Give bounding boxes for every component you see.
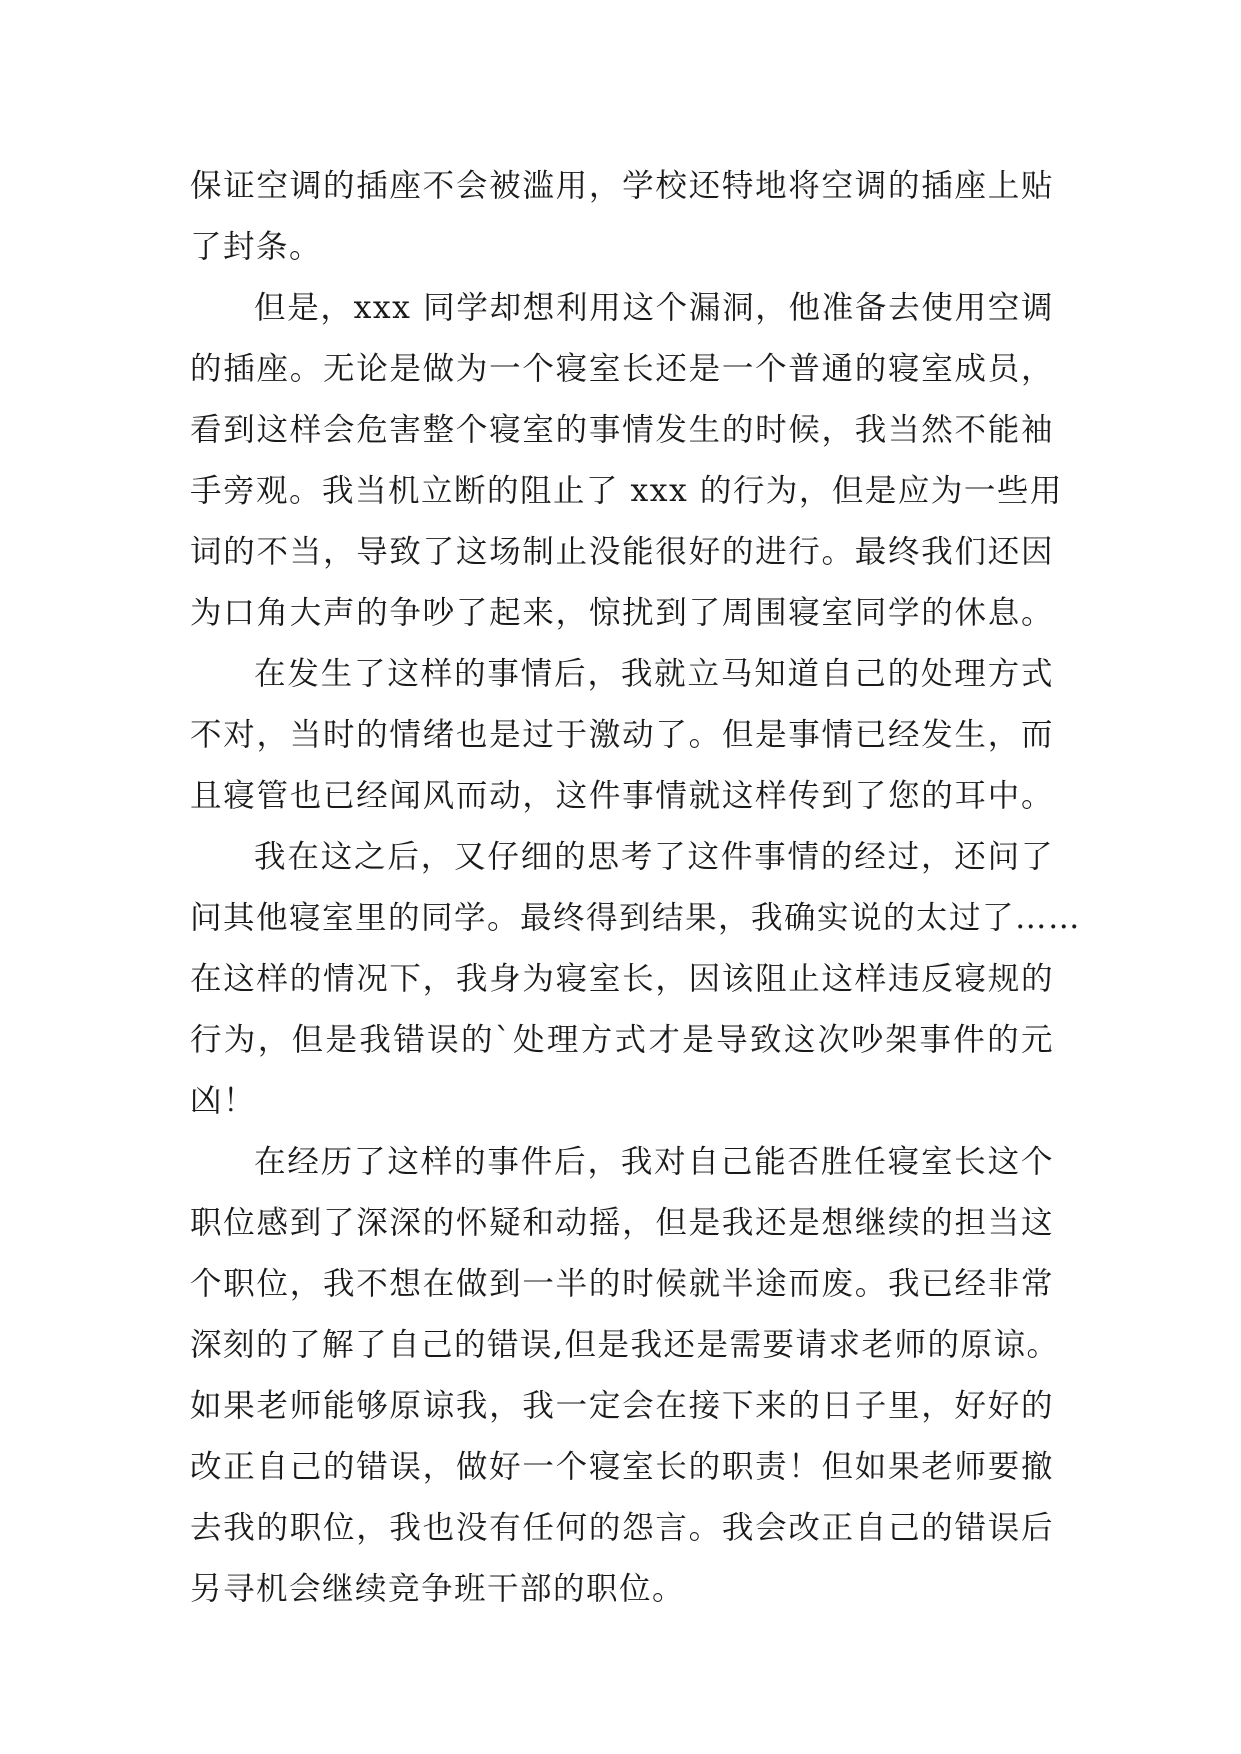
text-line: 如果老师能够原谅我，我一定会在接下来的日子里，好好的 bbox=[190, 1388, 1054, 1424]
text-line: 个职位，我不想在做到一半的时候就半途而废。我已经非常 bbox=[190, 1266, 1054, 1302]
text-line: 保证空调的插座不会被滥用，学校还特地将空调的插座上贴 bbox=[190, 168, 1054, 204]
paragraph-first-line: 我在这之后，又仔细的思考了这件事情的经过，还问了 bbox=[254, 839, 1054, 875]
text-line: 职位感到了深深的怀疑和动摇，但是我还是想继续的担当这 bbox=[190, 1205, 1054, 1241]
text-line: 行为，但是我错误的`处理方式才是导致这次吵架事件的元 bbox=[190, 1022, 1054, 1058]
text-line: 看到这样会危害整个寝室的事情发生的时候，我当然不能袖 bbox=[190, 412, 1054, 448]
paragraph-first-line: 但是，xxx 同学却想利用这个漏洞，他准备去使用空调 bbox=[254, 290, 1054, 326]
text-line: 凶！ bbox=[190, 1083, 257, 1119]
text-line: 的插座。无论是做为一个寝室长还是一个普通的寝室成员， bbox=[190, 351, 1054, 387]
text-line: 了封条。 bbox=[190, 229, 323, 265]
text-line: 改正自己的错误，做好一个寝室长的职责！但如果老师要撤 bbox=[190, 1449, 1054, 1485]
body-text bbox=[190, 156, 1082, 1620]
text-line: 在这样的情况下，我身为寝室长，因该阻止这样违反寝规的 bbox=[190, 961, 1054, 997]
text-line: 且寝管也已经闻风而动，这件事情就这样传到了您的耳中。 bbox=[190, 778, 1054, 814]
paragraph-first-line: 在发生了这样的事情后，我就立马知道自己的处理方式 bbox=[254, 656, 1054, 692]
text-line: 深刻的了解了自己的错误,但是我还是需要请求老师的原谅。 bbox=[190, 1327, 1060, 1363]
text-line: 手旁观。我当机立断的阻止了 xxx 的行为，但是应为一些用 bbox=[190, 473, 1063, 509]
text-line: 去我的职位，我也没有任何的怨言。我会改正自己的错误后 bbox=[190, 1510, 1054, 1546]
text-line: 另寻机会继续竞争班干部的职位。 bbox=[190, 1571, 686, 1607]
paragraph-first-line: 在经历了这样的事件后，我对自己能否胜任寝室长这个 bbox=[254, 1144, 1054, 1180]
text-line: 问其他寝室里的同学。最终得到结果，我确实说的太过了…… bbox=[190, 900, 1082, 936]
text-line: 词的不当，导致了这场制止没能很好的进行。最终我们还因 bbox=[190, 534, 1054, 570]
text-line: 为口角大声的争吵了起来，惊扰到了周围寝室同学的休息。 bbox=[190, 595, 1054, 631]
text-line: 不对，当时的情绪也是过于激动了。但是事情已经发生，而 bbox=[190, 717, 1054, 753]
